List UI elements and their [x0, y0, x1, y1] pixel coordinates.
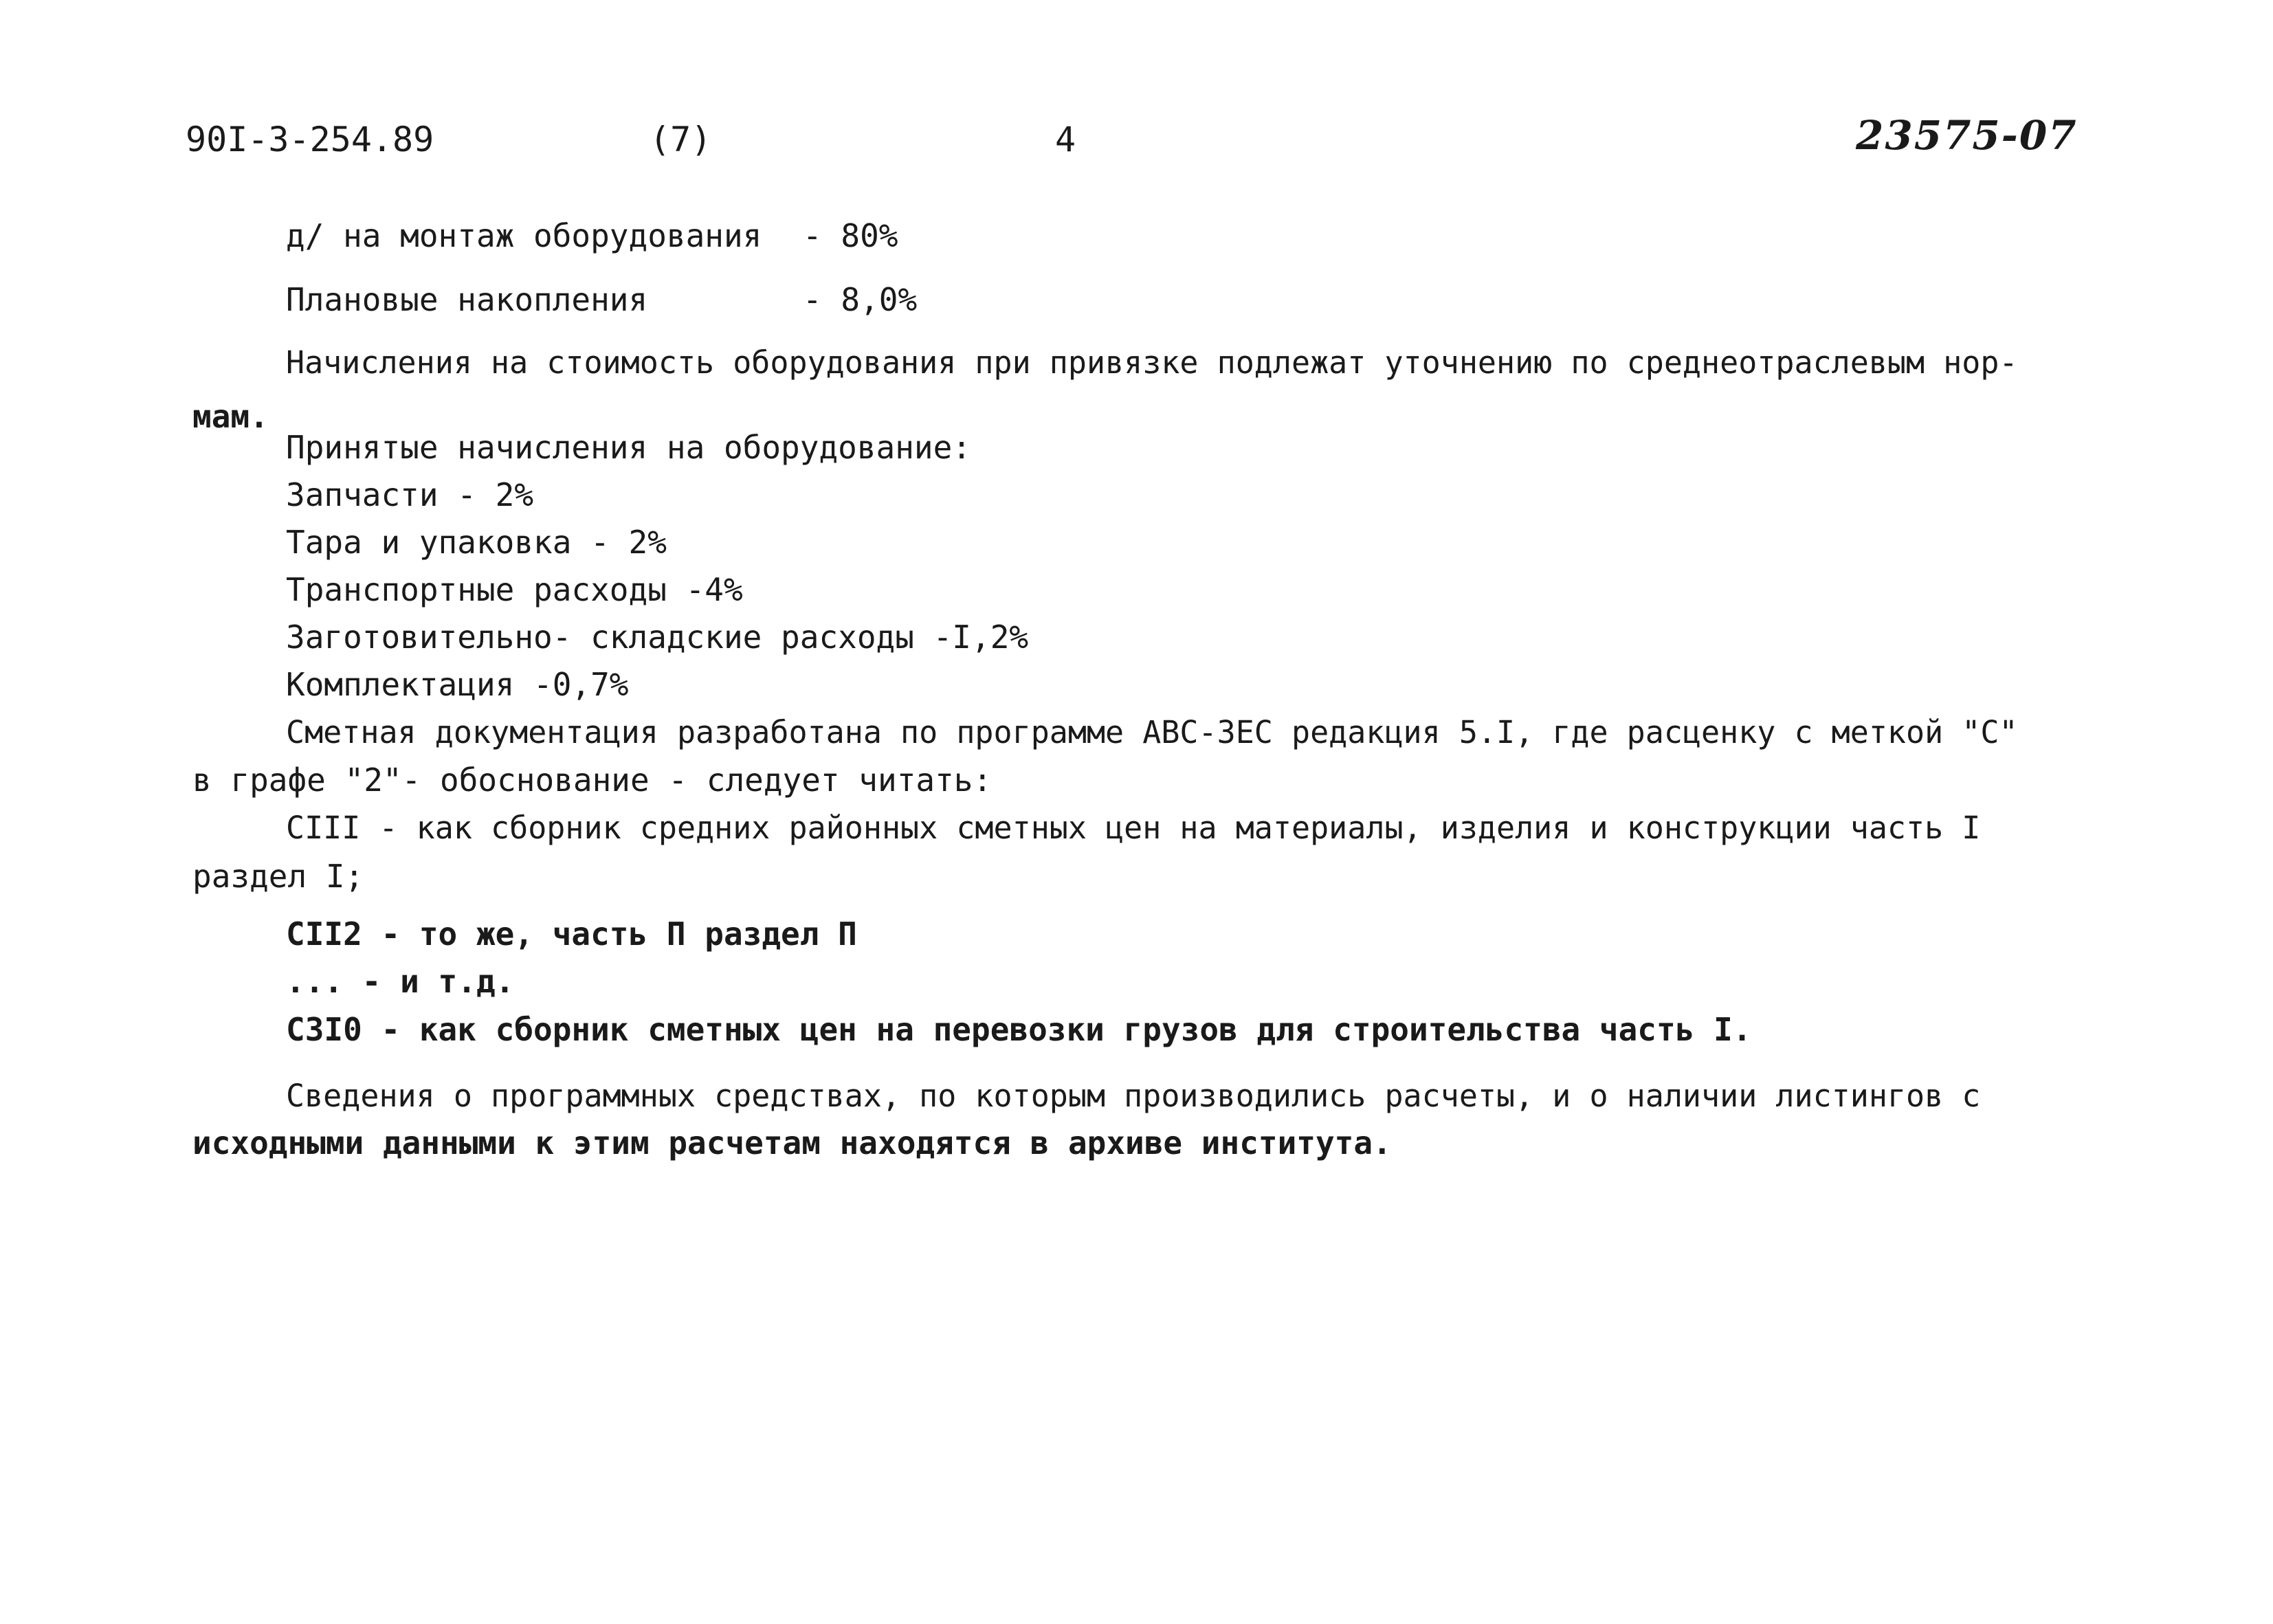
rate-row-installation: [286, 217, 762, 254]
accruals-paragraph-line1: Начисления на стоимость оборудования при привязке подлежат уточнению по среднеотраслевым нор-: [286, 344, 2018, 381]
archive-paragraph-line2: исходными данными к этим расчетам находятся в архиве института.: [192, 1124, 1392, 1161]
sheet-number: (7): [650, 120, 712, 159]
equipment-accruals-heading: Принятые начисления на оборудование:: [286, 429, 971, 466]
page-number: 4: [1055, 120, 1076, 159]
document-code: 90I-3-254.89: [186, 120, 434, 159]
accrual-item-packaging: Тара и упаковка - 2%: [286, 524, 667, 561]
rate-label: Плановые накопления: [286, 281, 648, 318]
software-paragraph-line2: в графе "2"- обоснование - следует читать:: [192, 761, 993, 799]
code-c310: С3I0 - как сборник сметных цен на перевозки грузов для строительства часть I.: [286, 1011, 1752, 1048]
code-c111-line1: CIII - как сборник средних районных сметных цен на материалы, изделия и конструкции часть I: [286, 810, 1981, 846]
accrual-item-completion: Комплектация -0,7%: [286, 666, 629, 703]
accrual-item-transport: Транспортные расходы -4%: [286, 571, 743, 608]
rate-row-planned-savings: [286, 281, 648, 318]
accruals-paragraph-line2: мам.: [192, 398, 269, 435]
software-paragraph-line1: Сметная документация разработана по программе АВС-3ЕС редакция 5.I, где расценку с меткой "С": [286, 714, 2018, 750]
code-c112: CII2 - то же, часть П раздел П: [286, 915, 857, 953]
rate-value-installation: - 80%: [803, 217, 898, 254]
accrual-item-warehouse: Заготовительно- складские расходы -I,2%: [286, 619, 1029, 656]
archive-paragraph-line1: Сведения о программных средствах, по которым производились расчеты, и о наличии листингов с: [286, 1078, 1981, 1114]
rate-value-planned-savings: - 8,0%: [803, 281, 918, 318]
code-etc: ... - и т.д.: [286, 963, 515, 1000]
code-c111-line2: раздел I;: [192, 858, 364, 895]
archive-number: 23575-07: [1856, 112, 2078, 159]
rate-label: д/ на монтаж оборудования: [286, 217, 762, 254]
accrual-item-spare-parts: Запчасти - 2%: [286, 476, 534, 513]
